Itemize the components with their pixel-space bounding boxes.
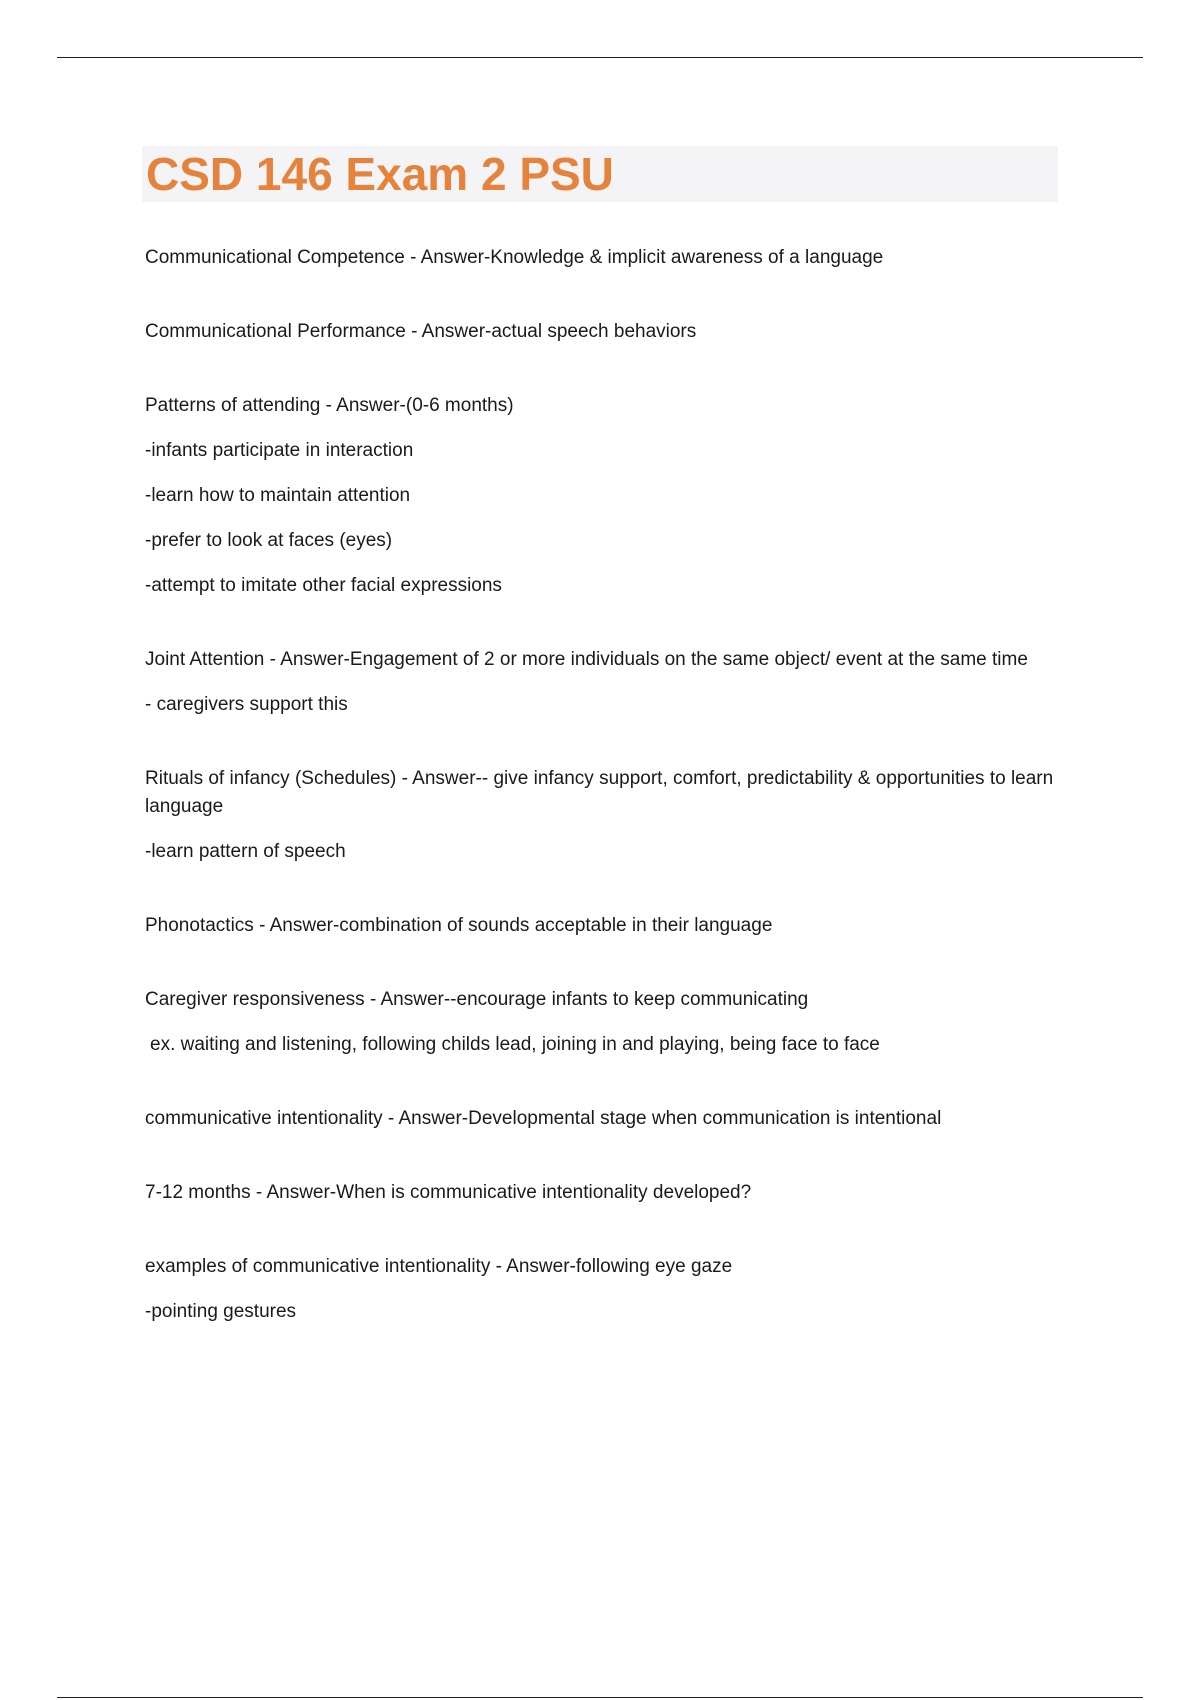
entry-line: communicative intentionality - Answer-Developmental stage when communication is intentional: [145, 1108, 942, 1129]
entry-line: -infants participate in interaction: [145, 440, 414, 461]
document-title: CSD 146 Exam 2 PSU: [146, 148, 614, 200]
qa-entry: [145, 392, 1065, 600]
qa-entry: [145, 1253, 1065, 1326]
header-rule: [57, 57, 1143, 58]
document-body: [145, 244, 1065, 1372]
qa-entry: [145, 765, 1065, 866]
footer-rule: [57, 1697, 1143, 1698]
entry-line: Communicational Competence - Answer-Knowledge & implicit awareness of a language: [145, 247, 884, 268]
entry-line: -learn pattern of speech: [145, 841, 346, 862]
entry-line: -prefer to look at faces (eyes): [145, 530, 393, 551]
entry-line: Communicational Performance - Answer-actual speech behaviors: [145, 321, 697, 342]
entry-line: Caregiver responsiveness - Answer--encourage infants to keep communicating: [145, 989, 809, 1010]
entry-line: Phonotactics - Answer-combination of sounds acceptable in their language: [145, 915, 773, 936]
entry-line: ex. waiting and listening, following childs lead, joining in and playing, being face to face: [150, 1034, 880, 1055]
qa-entry: [145, 1179, 1065, 1207]
entry-line: Joint Attention - Answer-Engagement of 2 or more individuals on the same object/ event at the same time: [145, 649, 1028, 670]
entry-line: Patterns of attending - Answer-(0-6 months): [145, 395, 514, 416]
qa-entry: [145, 986, 1065, 1059]
entry-line: -pointing gestures: [145, 1301, 297, 1322]
qa-entry: [145, 646, 1065, 719]
entry-line: -learn how to maintain attention: [145, 485, 411, 506]
entry-line: examples of communicative intentionality - Answer-following eye gaze: [145, 1256, 733, 1277]
qa-entry: [145, 244, 1065, 272]
entry-line: Rituals of infancy (Schedules) - Answer-- give infancy support, comfort, predictability & opportunities to learn language: [145, 768, 1054, 817]
qa-entry: [145, 318, 1065, 346]
entry-line: - caregivers support this: [145, 694, 348, 715]
entry-line: 7-12 months - Answer-When is communicative intentionality developed?: [145, 1182, 752, 1203]
qa-entry: [145, 1105, 1065, 1133]
qa-entry: [145, 912, 1065, 940]
entry-line: -attempt to imitate other facial expressions: [145, 575, 502, 596]
